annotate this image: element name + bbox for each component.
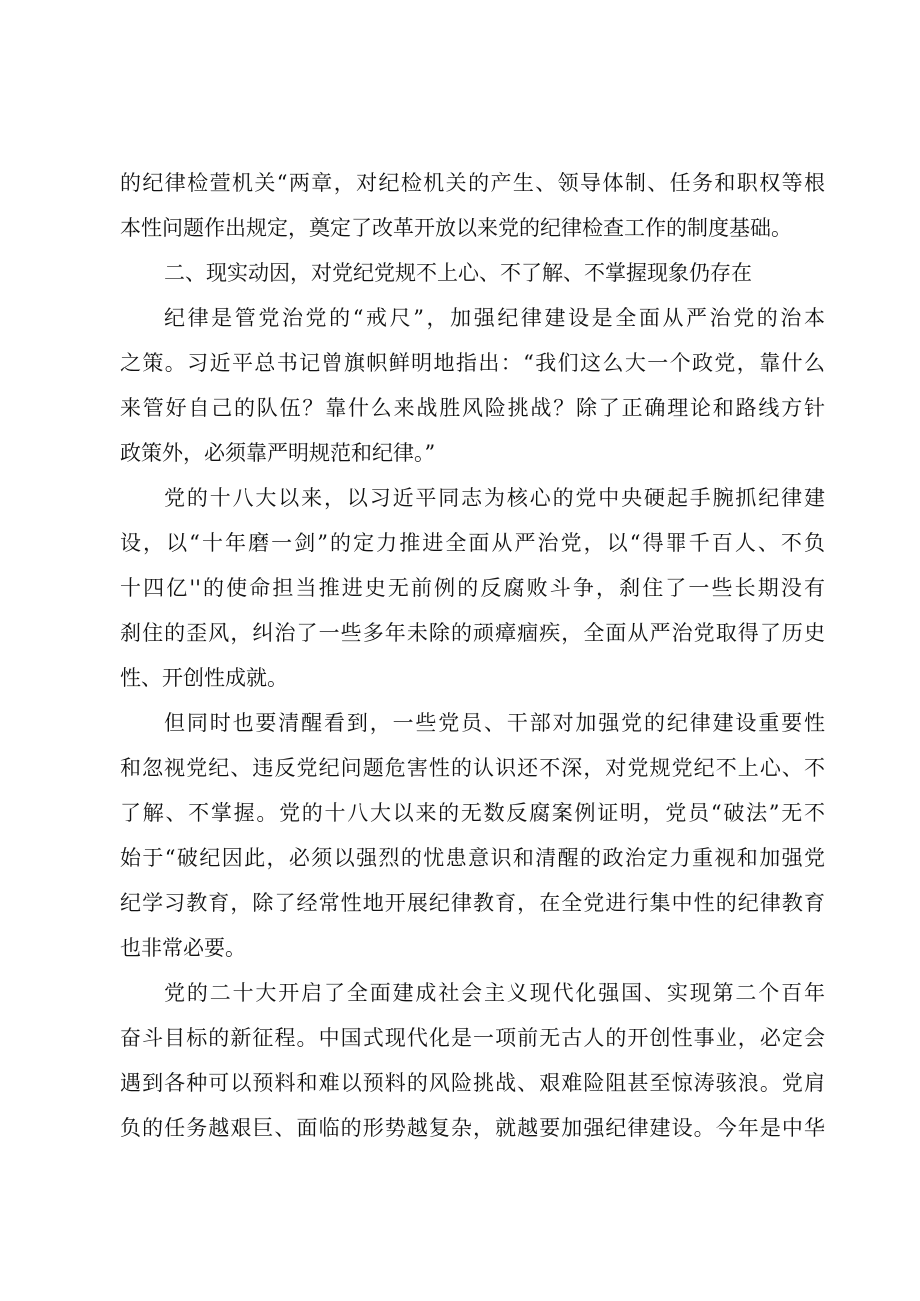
text-line: 始于“破纪因此，必须以强烈的忧患意识和清醒的政治定力重视和加强党 <box>120 846 825 870</box>
text-line: 政策外，必须靠严明规范和纪律。” <box>120 441 436 465</box>
section-heading: 二、现实动因，对党纪党规不上心、不了解、不掌握现象仍存在 <box>164 261 752 285</box>
text-line: 纪律是管党治党的“戒尺”，加强纪律建设是全面从严治党的治本 <box>164 306 825 330</box>
text-line: 刹住的歪风，纠治了一些多年未除的顽瘴痼疾，全面从严治党取得了历史 <box>120 621 825 645</box>
text-line: 来管好自己的队伍？靠什么来战胜风险挑战？除了正确理论和路线方针 <box>120 396 825 420</box>
text-line: 之策。习近平总书记曾旗帜鲜明地指出：“我们这么大一个政党，靠什么 <box>120 351 825 375</box>
text-line: 的纪律检萱机关“两章，对纪检机关的产生、领导体制、任务和职权等根 <box>120 171 825 195</box>
text-line: 和忽视党纪、违反党纪问题危害性的认识还不深，对党规党纪不上心、不 <box>120 756 825 780</box>
text-line: 但同时也要清醒看到，一些党员、干部对加强党的纪律建设重要性 <box>164 711 825 735</box>
text-line: 党的二十大开启了全面建成社会主义现代化强国、实现第二个百年 <box>164 981 825 1005</box>
text-line: 本性问题作出规定，奠定了改革开放以来党的纪律检查工作的制度基础。 <box>120 216 792 240</box>
text-line: 性、开创性成就。 <box>120 666 288 690</box>
text-line: 奋斗目标的新征程。中国式现代化是一项前无古人的开创性事业，必定会 <box>120 1026 825 1050</box>
text-line: 十四亿''的使命担当推进史无前例的反腐败斗争，刹住了一些长期没有 <box>120 576 825 600</box>
text-line: 负的任务越艰巨、面临的形势越复杂，就越要加强纪律建设。今年是中华 <box>120 1116 825 1140</box>
text-line: 党的十八大以来，以习近平同志为核心的党中央硬起手腕抓纪律建 <box>164 486 825 510</box>
text-line: 了解、不掌握。党的十八大以来的无数反腐案例证明，党员“破法”无不 <box>120 801 825 825</box>
text-line: 设，以“十年磨一剑”的定力推进全面从严治党，以“得罪千百人、不负 <box>120 531 825 555</box>
text-line: 也非常必要。 <box>120 936 246 960</box>
text-line: 纪学习教育，除了经常性地开展纪律教育，在全党进行集中性的纪律教育 <box>120 891 825 915</box>
text-line: 遇到各种可以预料和难以预料的风险挑战、艰难险阻甚至惊涛骇浪。党肩 <box>120 1071 825 1095</box>
